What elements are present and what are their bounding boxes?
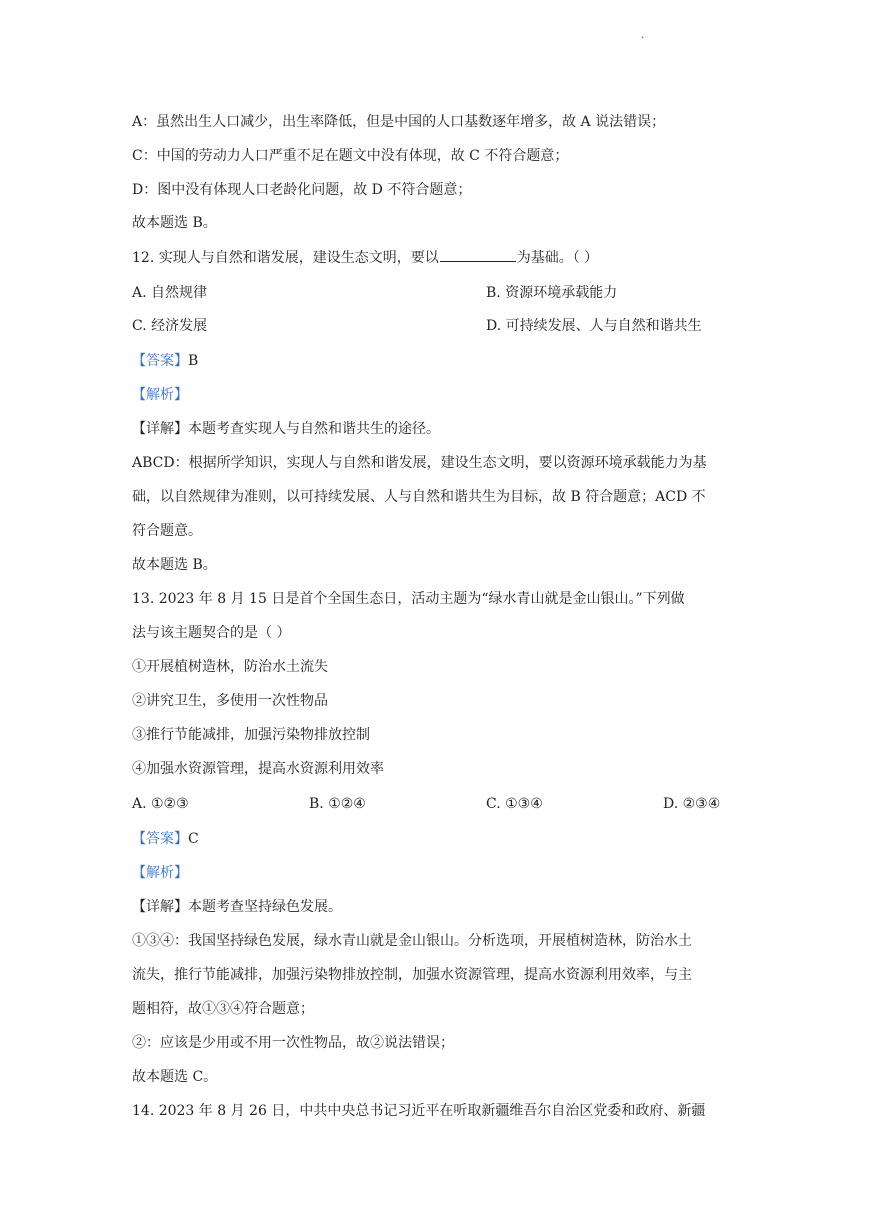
q12-explain-1: ABCD：根据所学知识，实现人与自然和谐发展，建设生态文明，要以资源环境承载能力为基	[132, 455, 707, 471]
q11-analysis-d: D：图中没有体现人口老龄化问题，故 D 不符合题意；	[132, 182, 472, 198]
q13-analysis-tag: 【解析】	[132, 865, 188, 881]
q13-explain-3: 题相符，故①③④符合题意；	[132, 1001, 314, 1017]
q12-explain-2: 础，以自然规律为准则，以可持续发展、人与自然和谐共生为目标，故 B 符合题意；ACD 不	[132, 489, 706, 505]
q12-stem-after: 为基础。（ ）	[516, 250, 599, 266]
q13-answer-value: C	[188, 831, 199, 847]
q12-answer-tag: 【答案】	[132, 353, 188, 369]
q13-analysis-heading	[132, 863, 188, 883]
q11-conclusion: 故本题选 B。	[132, 215, 217, 231]
header-mark: .	[641, 30, 645, 41]
q13-answer	[132, 829, 199, 849]
q13-explain-2: 流失，推行节能减排，加强污染物排放控制，加强水资源管理，提高水资源利用效率，与主	[132, 967, 692, 983]
q12-explain-3: 符合题意。	[132, 523, 202, 539]
q12-stem	[132, 247, 598, 267]
q12-conclusion: 故本题选 B。	[132, 557, 217, 573]
q13-item-4: ④加强水资源管理，提高水资源利用效率	[132, 761, 384, 777]
q12-option-a: A. 自然规律	[132, 285, 208, 301]
q12-option-c: C. 经济发展	[132, 318, 208, 334]
q13-answer-tag: 【答案】	[132, 831, 188, 847]
q13-option-b: B. ①②④	[309, 796, 366, 812]
q12-answer-value: B	[188, 353, 199, 369]
q13-detail-tag: 【详解】	[132, 899, 188, 915]
q12-option-b: B. 资源环境承载能力	[486, 285, 618, 301]
q13-item-3: ③推行节能减排，加强污染物排放控制	[132, 727, 370, 743]
q12-detail	[132, 419, 440, 439]
q13-option-c: C. ①③④	[486, 796, 543, 812]
q13-option-d: D. ②③④	[663, 796, 721, 812]
q12-blank	[440, 247, 516, 262]
q13-explain-4: ②：应该是少用或不用一次性物品，故②说法错误；	[132, 1035, 454, 1051]
q13-explain-1: ①③④：我国坚持绿色发展，绿水青山就是金山银山。分析选项，开展植树造林，防治水土	[132, 933, 692, 949]
q12-detail-text: 本题考查实现人与自然和谐共生的途径。	[188, 421, 440, 437]
q14-stem-1: 14. 2023 年 8 月 26 日，中共中央总书记习近平在听取新疆维吾尔自治区党委和政府、新疆	[132, 1103, 706, 1119]
q13-item-1: ①开展植树造林，防治水土流失	[132, 659, 328, 675]
q13-item-2: ②讲究卫生，多使用一次性物品	[132, 693, 328, 709]
q13-stem-2: 法与该主题契合的是（ ）	[132, 625, 291, 641]
q12-option-d: D. 可持续发展、人与自然和谐共生	[486, 318, 702, 334]
q11-analysis-c: C：中国的劳动力人口严重不足在题文中没有体现，故 C 不符合题意；	[132, 148, 569, 164]
q13-conclusion: 故本题选 C。	[132, 1069, 218, 1085]
q13-detail	[132, 897, 342, 917]
q12-stem-before: 12. 实现人与自然和谐发展，建设生态文明，要以	[132, 250, 439, 266]
q12-analysis-heading	[132, 385, 188, 405]
q11-analysis-a: A：虽然出生人口减少，出生率降低，但是中国的人口基数逐年增多，故 A 说法错误；	[132, 114, 666, 130]
q13-detail-text: 本题考查坚持绿色发展。	[188, 899, 342, 915]
q13-stem-1: 13. 2023 年 8 月 15 日是首个全国生态日，活动主题为“绿水青山就是金山银山。”下列做	[132, 591, 685, 607]
q12-answer	[132, 351, 198, 371]
q12-detail-tag: 【详解】	[132, 421, 188, 437]
q13-option-a: A. ①②③	[132, 796, 189, 812]
q12-analysis-tag: 【解析】	[132, 387, 188, 403]
